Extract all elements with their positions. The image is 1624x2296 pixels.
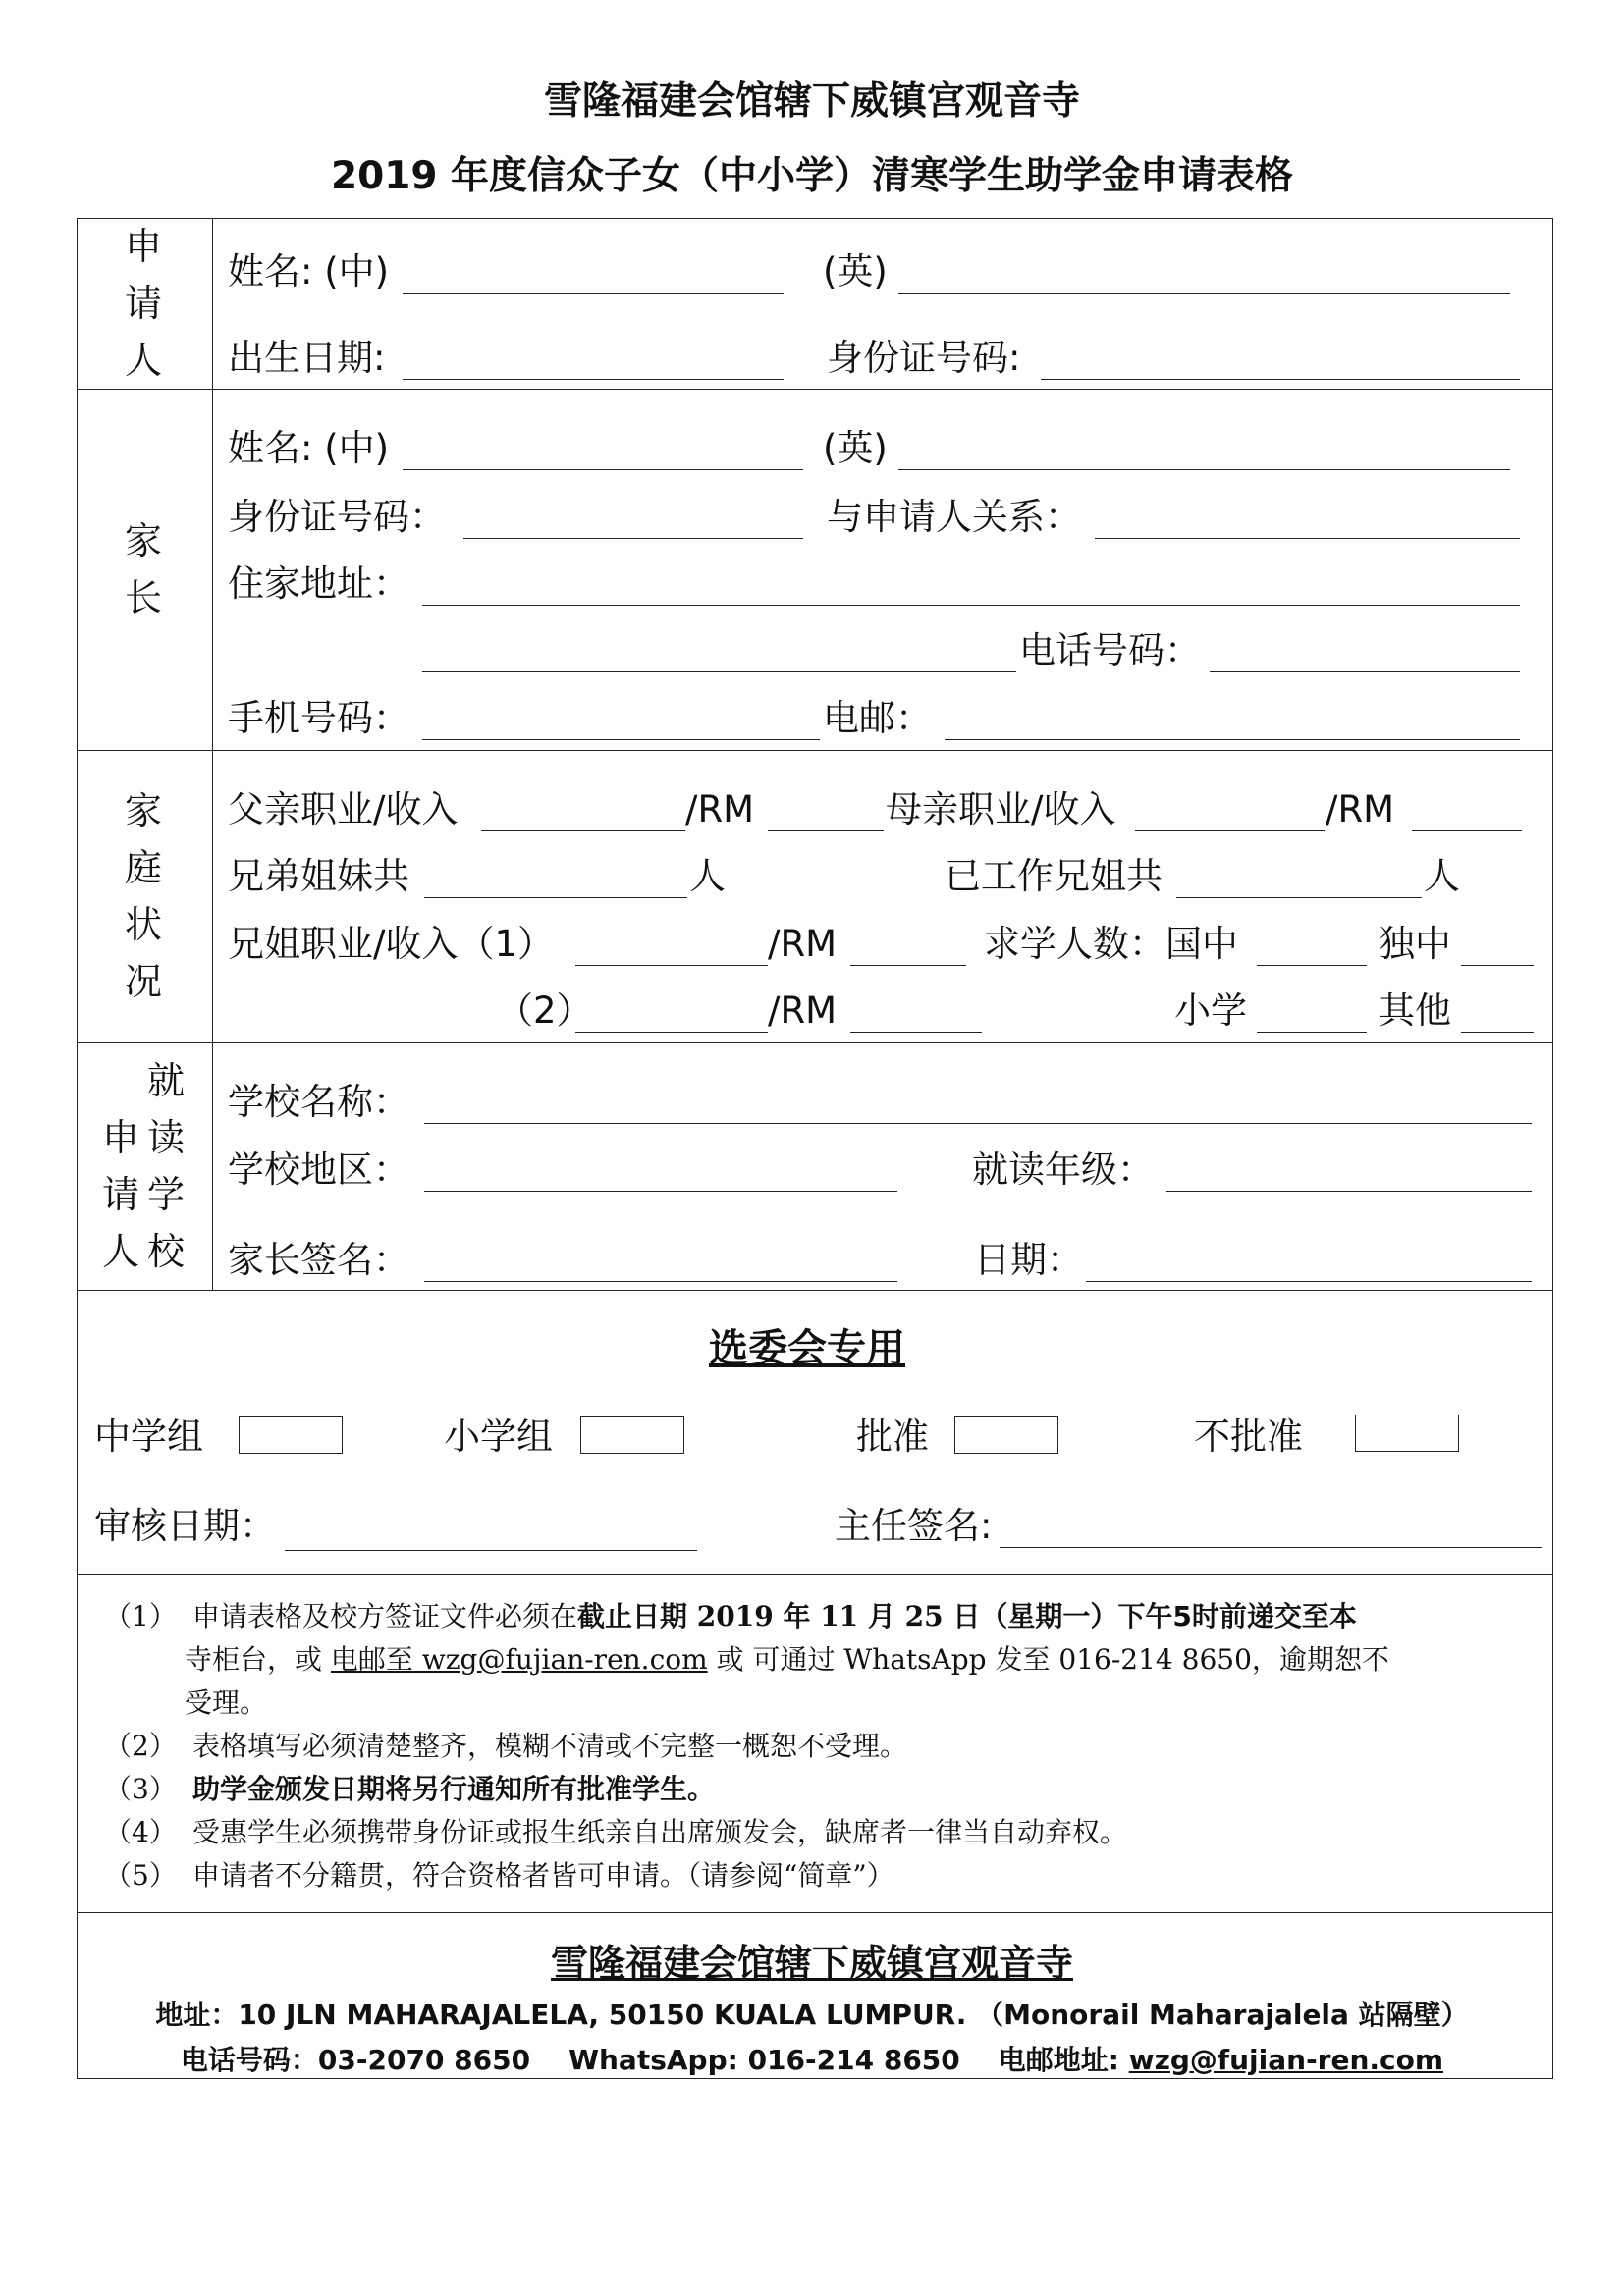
sibling-rm-1-label: /RM <box>768 923 838 965</box>
approved-checkbox[interactable] <box>954 1416 1058 1454</box>
sibling-job-1-field[interactable] <box>575 965 768 966</box>
note-3-text: 助学金颁发日期将另行通知所有批准学生。 <box>192 1773 716 1805</box>
rejected-checkbox[interactable] <box>1355 1415 1459 1452</box>
footer-org-name: 雪隆福建会馆辖下威镇宫观音寺 <box>550 1942 1073 1985</box>
footer-address: 地址：10 JLN MAHARAJALELA, 50150 KUALA LUMPUR. （Monorail Maharajalela 站隔壁） <box>155 1999 1469 2031</box>
chair-sign-label: 主任签名: <box>835 1505 993 1547</box>
parent-ic-field[interactable] <box>463 538 803 539</box>
mother-rm-label: /RM <box>1326 788 1395 830</box>
applicant-name-cn-label: 姓名: (中) <box>228 250 390 293</box>
school-area-label: 学校地区： <box>228 1148 409 1191</box>
applicant-dob-field[interactable] <box>403 379 784 380</box>
footer-contact: 电话号码：03-2070 8650 WhatsApp: 016-214 8650 电邮地址: wzg@fujian-ren.com <box>180 2044 1444 2076</box>
parent-address-field-2[interactable] <box>422 671 1016 672</box>
sibling-rm-2-label: /RM <box>768 989 838 1032</box>
review-date-label: 审核日期： <box>94 1505 276 1547</box>
divider <box>77 1290 1553 1291</box>
students-primary-label: 小学 <box>1174 989 1247 1032</box>
father-job-label: 父亲职业/收入 <box>228 788 459 830</box>
students-primary-field[interactable] <box>1257 1032 1367 1033</box>
mother-income-field[interactable] <box>1412 830 1522 831</box>
divider <box>77 1912 1553 1913</box>
school-name-label: 学校名称： <box>228 1081 409 1123</box>
parent-email-label: 电邮： <box>823 697 932 739</box>
committee-title: 选委会专用 <box>709 1326 905 1371</box>
footer-email-link[interactable]: wzg@fujian-ren.com <box>1128 2044 1444 2076</box>
grade-label: 就读年级： <box>972 1148 1154 1191</box>
section-label-applicant: 申 请 人 <box>124 225 164 382</box>
sibling-job-1-label: 兄姐职业/收入（1） <box>228 923 555 965</box>
parent-name-cn-field[interactable] <box>403 469 803 470</box>
students-other-label: 其他 <box>1379 989 1451 1032</box>
form-title: 雪隆福建会馆辖下威镇宫观音寺 <box>543 80 1080 124</box>
grade-field[interactable] <box>1166 1191 1532 1192</box>
review-date-field[interactable] <box>285 1550 697 1551</box>
secondary-group-checkbox[interactable] <box>239 1416 343 1454</box>
siblings-unit: 人 <box>689 855 726 897</box>
side-column-divider <box>212 218 213 1290</box>
applicant-dob-label: 出生日期: <box>228 337 386 379</box>
form-subtitle: 2019 年度信众子女（中小学）清寒学生助学金申请表格 <box>330 154 1294 198</box>
note-1-line-1: 申请表格及校方签证文件必须在截止日期 2019 年 11 月 25 日（星期一）下午5时前递交至本 <box>192 1600 1357 1632</box>
note-4-text: 受惠学生必须携带身份证或报生纸亲自出席颁发会，缺席者一律当自动弃权。 <box>192 1816 1128 1848</box>
students-indep-field[interactable] <box>1461 965 1534 966</box>
parent-mobile-label: 手机号码： <box>228 697 409 739</box>
chair-sign-field[interactable] <box>1000 1547 1542 1548</box>
parent-sign-field[interactable] <box>424 1281 897 1282</box>
parent-phone-field[interactable] <box>1210 671 1520 672</box>
rejected-label: 不批准 <box>1194 1415 1303 1458</box>
students-sec-label: 求学人数：国中 <box>984 923 1238 965</box>
mother-job-label: 母亲职业/收入 <box>886 788 1116 830</box>
note-2-text: 表格填写必须清楚整齐，模糊不清或不完整一概恕不受理。 <box>192 1730 908 1762</box>
parent-name-en-field[interactable] <box>898 469 1510 470</box>
note-5-number: （5） <box>104 1859 177 1892</box>
father-rm-label: /RM <box>685 788 755 830</box>
siblings-label: 兄弟姐妹共 <box>228 855 409 897</box>
applicant-ic-field[interactable] <box>1041 379 1520 380</box>
school-area-field[interactable] <box>424 1191 897 1192</box>
approved-label: 批准 <box>856 1415 929 1458</box>
primary-group-label: 小学组 <box>444 1415 553 1458</box>
sign-date-field[interactable] <box>1086 1281 1532 1282</box>
working-siblings-field[interactable] <box>1176 897 1422 898</box>
father-income-field[interactable] <box>768 830 884 831</box>
note-1-number: （1） <box>104 1600 177 1632</box>
primary-group-checkbox[interactable] <box>580 1416 684 1454</box>
mother-job-field[interactable] <box>1135 830 1325 831</box>
note-2-number: （2） <box>104 1730 177 1762</box>
note-4-number: （4） <box>104 1816 177 1848</box>
parent-relation-label: 与申请人关系： <box>827 496 1081 538</box>
father-job-field[interactable] <box>481 830 685 831</box>
sibling-job-2-label: （2） <box>497 989 593 1032</box>
divider <box>77 1574 1553 1575</box>
working-siblings-label: 已工作兄姐共 <box>945 855 1163 897</box>
divider <box>77 389 1553 390</box>
section-label-parent: 家 长 <box>124 519 164 619</box>
parent-address-field[interactable] <box>422 605 1520 606</box>
parent-name-en-label: (英) <box>823 427 888 469</box>
section-label-family: 家 庭 状 况 <box>124 789 164 1003</box>
parent-ic-label: 身份证号码： <box>228 496 446 538</box>
sibling-income-1-field[interactable] <box>850 965 966 966</box>
applicant-name-cn-field[interactable] <box>403 293 784 294</box>
secondary-group-label: 中学组 <box>94 1415 203 1458</box>
note-1-line-2: 寺柜台，或 电邮至 wzg@fujian-ren.com 或 可通过 WhatsApp 发至 016-214 8650，逾期恕不 <box>185 1643 1389 1676</box>
note-1-line-3: 受理。 <box>185 1686 268 1719</box>
note-3-number: （3） <box>104 1773 177 1805</box>
parent-sign-label: 家长签名： <box>228 1239 409 1281</box>
sibling-job-2-field[interactable] <box>575 1032 768 1033</box>
school-name-field[interactable] <box>424 1123 1532 1124</box>
parent-email-field[interactable] <box>945 739 1520 740</box>
parent-phone-label: 电话号码： <box>1019 629 1201 671</box>
parent-name-cn-label: 姓名: (中) <box>228 427 390 469</box>
sibling-income-2-field[interactable] <box>850 1032 982 1033</box>
siblings-field[interactable] <box>424 897 687 898</box>
students-other-field[interactable] <box>1461 1032 1534 1033</box>
applicant-ic-label: 身份证号码: <box>827 337 1021 379</box>
sign-date-label: 日期： <box>974 1239 1083 1281</box>
applicant-name-en-label: (英) <box>823 250 888 293</box>
parent-address-label: 住家地址： <box>228 562 409 605</box>
divider <box>77 1042 1553 1043</box>
divider <box>77 750 1553 751</box>
working-siblings-unit: 人 <box>1424 855 1460 897</box>
students-indep-label: 独中 <box>1379 923 1451 965</box>
note-5-text: 申请者不分籍贯，符合资格者皆可申请。（请参阅“简章”） <box>192 1859 894 1892</box>
parent-mobile-field[interactable] <box>422 739 820 740</box>
applicant-name-en-field[interactable] <box>898 293 1510 294</box>
section-label-school: 申 请 人 就 读 学 校 <box>101 1059 188 1273</box>
parent-relation-field[interactable] <box>1095 538 1520 539</box>
students-sec-field[interactable] <box>1257 965 1367 966</box>
